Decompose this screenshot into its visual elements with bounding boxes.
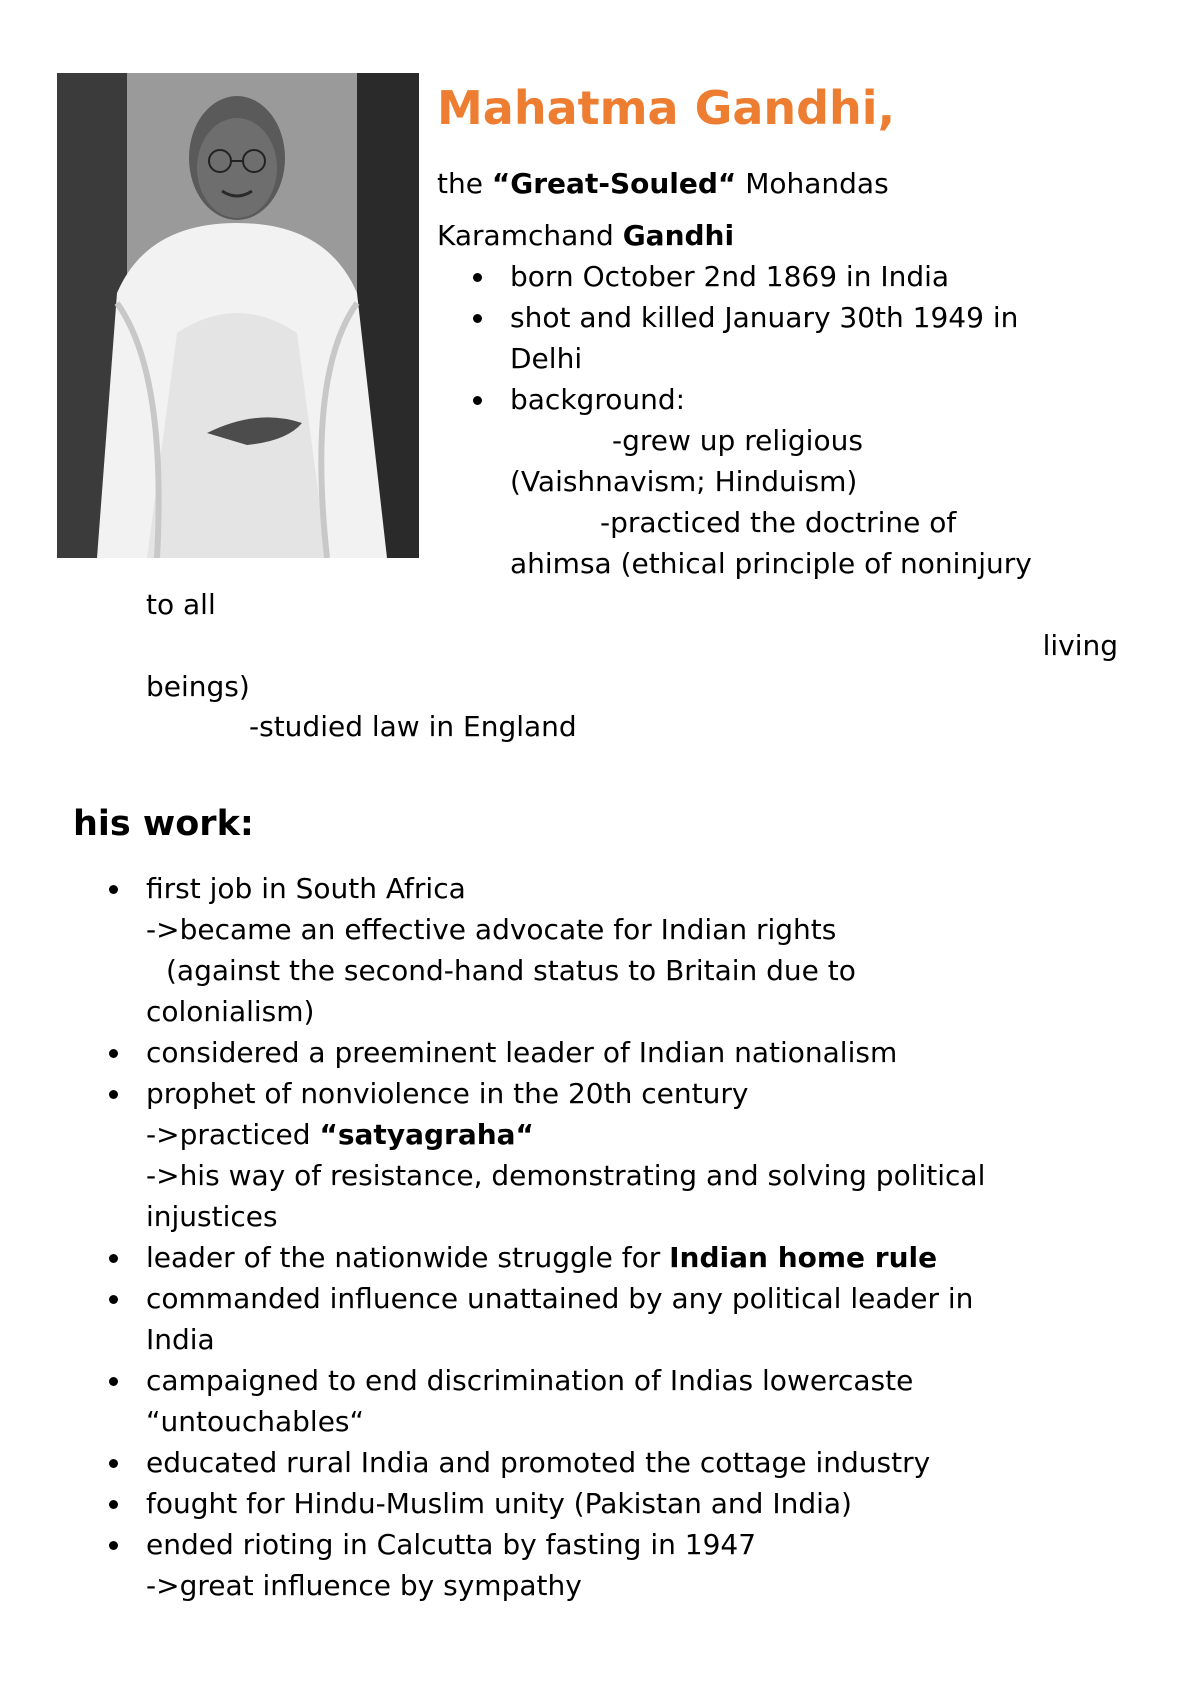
bio-background-line-4: ahimsa (ethical principle of noninjury <box>510 547 1032 580</box>
work-line-18: ->great influence by sympathy <box>146 1569 582 1602</box>
work-line-5: considered a preeminent leader of Indian nationalism <box>146 1036 898 1069</box>
bio-born: born October 2nd 1869 in India <box>510 260 950 293</box>
bullet-icon <box>109 885 118 894</box>
bio-background-line-6: living <box>1042 629 1118 662</box>
bullet-icon <box>109 1459 118 1468</box>
work-line-7: ->practiced “satyagraha“ <box>146 1118 534 1151</box>
bio-background-label: background: <box>510 383 686 416</box>
work-line-15: educated rural India and promoted the cottage industry <box>146 1446 931 1479</box>
page-title: Mahatma Gandhi, <box>437 81 896 135</box>
bullet-icon <box>109 1377 118 1386</box>
bio-background-line-8: -studied law in England <box>249 710 577 743</box>
work-line-6: prophet of nonviolence in the 20th century <box>146 1077 749 1110</box>
subtitle-line-1: the “Great-Souled“ Mohandas <box>437 167 889 200</box>
work-line-14: “untouchables“ <box>146 1405 365 1438</box>
bullet-icon <box>109 1541 118 1550</box>
work-line-2: ->became an effective advocate for Indian rights <box>146 913 837 946</box>
bio-background-line-2: (Vaishnavism; Hinduism) <box>510 465 858 498</box>
work-line-10: leader of the nationwide struggle for Indian home rule <box>146 1241 938 1274</box>
work-line-3: (against the second-hand status to Britain due to <box>166 954 856 987</box>
subtitle <box>437 158 889 262</box>
bullet-icon <box>473 273 482 282</box>
bio-shot-line-1: shot and killed January 30th 1949 in <box>510 301 1019 334</box>
bullet-icon <box>109 1090 118 1099</box>
bullet-icon <box>109 1254 118 1263</box>
work-line-11: commanded influence unattained by any political leader in <box>146 1282 974 1315</box>
work-line-4: colonialism) <box>146 995 315 1028</box>
bullet-icon <box>473 314 482 323</box>
bullet-icon <box>109 1500 118 1509</box>
bio-background-line-7: beings) <box>146 670 250 703</box>
work-line-16: fought for Hindu-Muslim unity (Pakistan and India) <box>146 1487 852 1520</box>
work-line-12: India <box>146 1323 215 1356</box>
work-line-13: campaigned to end discrimination of Indias lowercaste <box>146 1364 914 1397</box>
work-line-17: ended rioting in Calcutta by fasting in 1947 <box>146 1528 757 1561</box>
portrait-illustration <box>57 73 419 558</box>
bullet-icon <box>109 1295 118 1304</box>
bio-background-line-1: -grew up religious <box>612 424 863 457</box>
bullet-icon <box>473 396 482 405</box>
bio-background-line-3: -practiced the doctrine of <box>600 506 957 539</box>
section-heading-work: his work: <box>73 804 254 844</box>
bio-background-line-5: to all <box>146 588 216 621</box>
work-line-1: first job in South Africa <box>146 872 466 905</box>
work-line-8: ->his way of resistance, demonstrating and solving political <box>146 1159 986 1192</box>
subtitle-line-2: Karamchand Gandhi <box>437 219 735 252</box>
bullet-icon <box>109 1049 118 1058</box>
work-line-9: injustices <box>146 1200 278 1233</box>
portrait-photo <box>57 73 419 558</box>
bio-shot-line-2: Delhi <box>510 342 583 375</box>
